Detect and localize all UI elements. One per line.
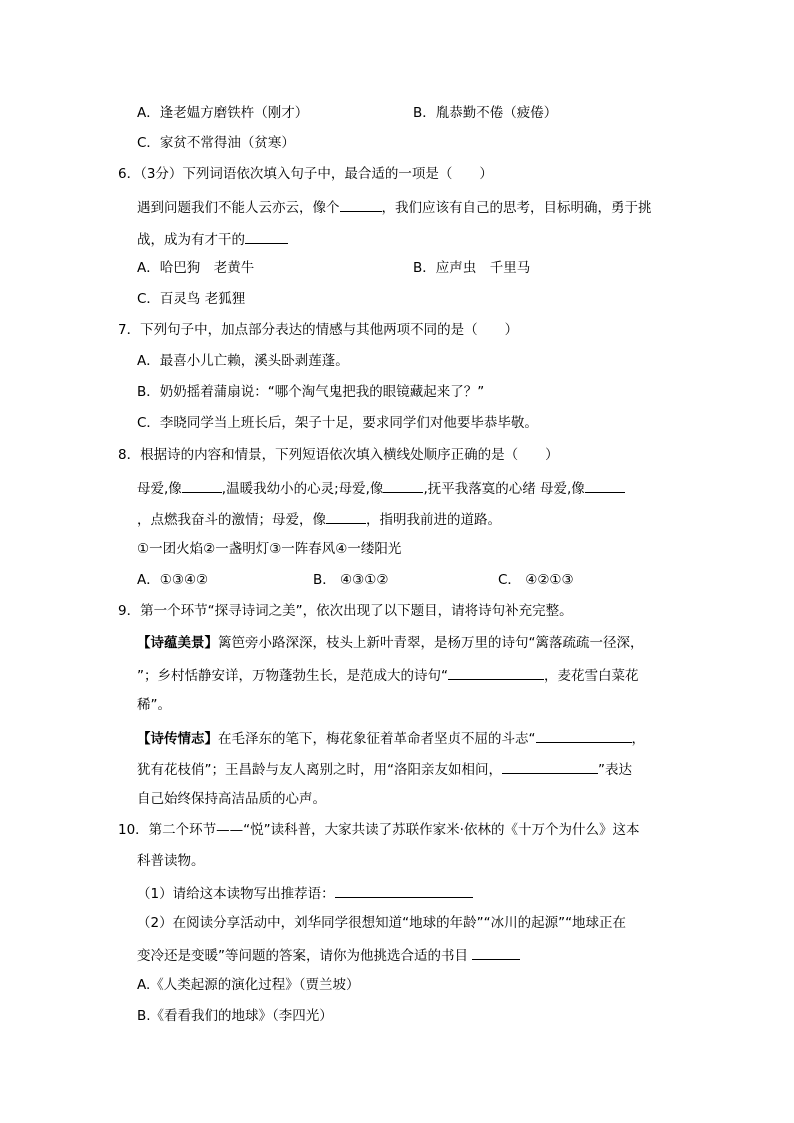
answer-blank[interactable]	[472, 944, 520, 960]
q10-title-line1: 10．第二个环节——“悦”读科普，大家共读了苏联作家米·依林的《十万个为什么》这本	[118, 822, 640, 838]
answer-blank[interactable]	[326, 508, 366, 524]
q7-option-c: C．李晓同学当上班长后，架子十足，要求同学们对他要毕恭毕敬。	[137, 415, 538, 431]
q9-title: 9．第一个环节“探寻诗词之美”，依次出现了以下题目，请将诗句补充完整。	[118, 603, 573, 619]
q9-para1-line1	[137, 633, 644, 653]
q9-para2-line3: 自己始终保持高洁品质的心声。	[137, 791, 326, 807]
answer-blank[interactable]	[383, 477, 423, 493]
q7-option-b: B．奶奶摇着蒲扇说：“哪个淘气鬼把我的眼镜藏起来了？”	[137, 384, 485, 400]
q6-option-a: A．哈巴狗 老黄牛	[137, 260, 255, 276]
q5-option-c: C．家贫不常得油（贫寒）	[137, 135, 295, 151]
q9-tag-scenery: 【诗蕴美景】	[137, 635, 218, 651]
answer-blank[interactable]	[182, 477, 222, 493]
answer-blank[interactable]	[448, 664, 544, 680]
q9-para1-line2	[137, 664, 639, 684]
q10-subquestion-1	[137, 882, 473, 902]
q9-para2-line1	[137, 727, 645, 747]
answer-blank[interactable]	[536, 727, 632, 743]
q6-sentence-part1: 遇到问题我们不能人云亦云，像个	[137, 200, 340, 216]
q10-subquestion-2-line1: （2）在阅读分享活动中，刘华同学很想知道“地球的年龄”“冰川的起源”“地球正在	[137, 915, 627, 931]
q9-para2-text4: ”表达	[598, 762, 632, 778]
q6-sentence-line2	[137, 228, 288, 248]
q6-title: 6．（3分）下列词语依次填入句子中，最合适的一项是（ ）	[118, 166, 493, 182]
q10-subquestion-2-line2	[137, 944, 520, 964]
q9-para1-text1: 篱笆旁小路深深，枝头上新叶青翠，是杨万里的诗句“篱落疏疏一径深，	[218, 635, 644, 651]
q10-option-a: A.《人类起源的演化过程》（贾兰坡）	[137, 977, 360, 993]
q8-option-c: C． ④②①③	[498, 572, 574, 588]
q8-poem-part4: ，点燃我奋斗的激情；母爱，像	[137, 512, 326, 528]
q8-poem-line2	[137, 508, 501, 528]
q8-option-a: A．①③④②	[137, 572, 209, 588]
q8-phrase-options: ①一团火焰②一盏明灯③一阵春风④一缕阳光	[137, 541, 402, 557]
answer-blank[interactable]	[245, 228, 288, 244]
q8-poem-line1	[137, 477, 625, 497]
q8-title: 8．根据诗的内容和情景，下列短语依次填入横线处顺序正确的是（ ）	[118, 447, 559, 463]
answer-blank[interactable]	[585, 477, 625, 493]
q8-poem-part5: ，指明我前进的道路。	[366, 512, 501, 528]
q6-option-b: B．应声虫 千里马	[413, 260, 531, 276]
q9-para2-text3: 犹有花枝俏”；王昌龄与友人离别之时，用“洛阳亲友如相问，	[137, 762, 502, 778]
q9-para1-line3: 稀”。	[137, 697, 171, 713]
q9-tag-emotion: 【诗传情志】	[137, 731, 218, 747]
q8-poem-part1: 母爱,像	[137, 481, 182, 497]
q10-option-b: B.《看看我们的地球》（李四光）	[137, 1008, 333, 1024]
answer-blank[interactable]	[340, 196, 382, 212]
q6-sentence-line1	[137, 196, 652, 216]
q8-poem-part2: ,温暖我幼小的心灵;母爱,像	[221, 481, 384, 497]
q7-option-a: A．最喜小儿亡赖，溪头卧剥莲蓬。	[137, 353, 349, 369]
q6-sentence-part2: ，我们应该有自己的思考，目标明确，勇于挑	[381, 200, 652, 216]
q8-option-b: B． ④③①②	[313, 572, 389, 588]
q6-sentence-part3: 战，成为有才干的	[137, 232, 245, 248]
q5-option-b: B．胤恭勤不倦（疲倦）	[413, 105, 558, 121]
q9-para2-text2: ，	[631, 731, 645, 747]
q10-title-line2: 科普读物。	[137, 853, 205, 869]
answer-blank[interactable]	[335, 882, 473, 898]
q10-sub2-text: 变冷还是变暖”等问题的答案，请你为他挑选合适的书目	[137, 948, 473, 964]
q9-para2-line2	[137, 758, 632, 778]
q7-title: 7．下列句子中，加点部分表达的情感与其他两项不同的是（ ）	[118, 322, 519, 338]
answer-blank[interactable]	[502, 758, 598, 774]
q8-poem-part3: ,抚平我落寞的心绪 母爱,像	[423, 481, 585, 497]
q9-para1-text2: ”；乡村恬静安详，万物蓬勃生长，是范成大的诗句“	[137, 668, 448, 684]
q10-sub1-text: （1）请给这本读物写出推荐语：	[137, 886, 335, 902]
q6-option-c: C．百灵鸟 老狐狸	[137, 291, 246, 307]
q5-option-a: A．逢老媪方磨铁杵（刚才）	[137, 105, 309, 121]
q9-para1-text3: ，麦花雪白菜花	[544, 668, 639, 684]
q9-para2-text1: 在毛泽东的笔下，梅花象征着革命者坚贞不屈的斗志“	[218, 731, 536, 747]
